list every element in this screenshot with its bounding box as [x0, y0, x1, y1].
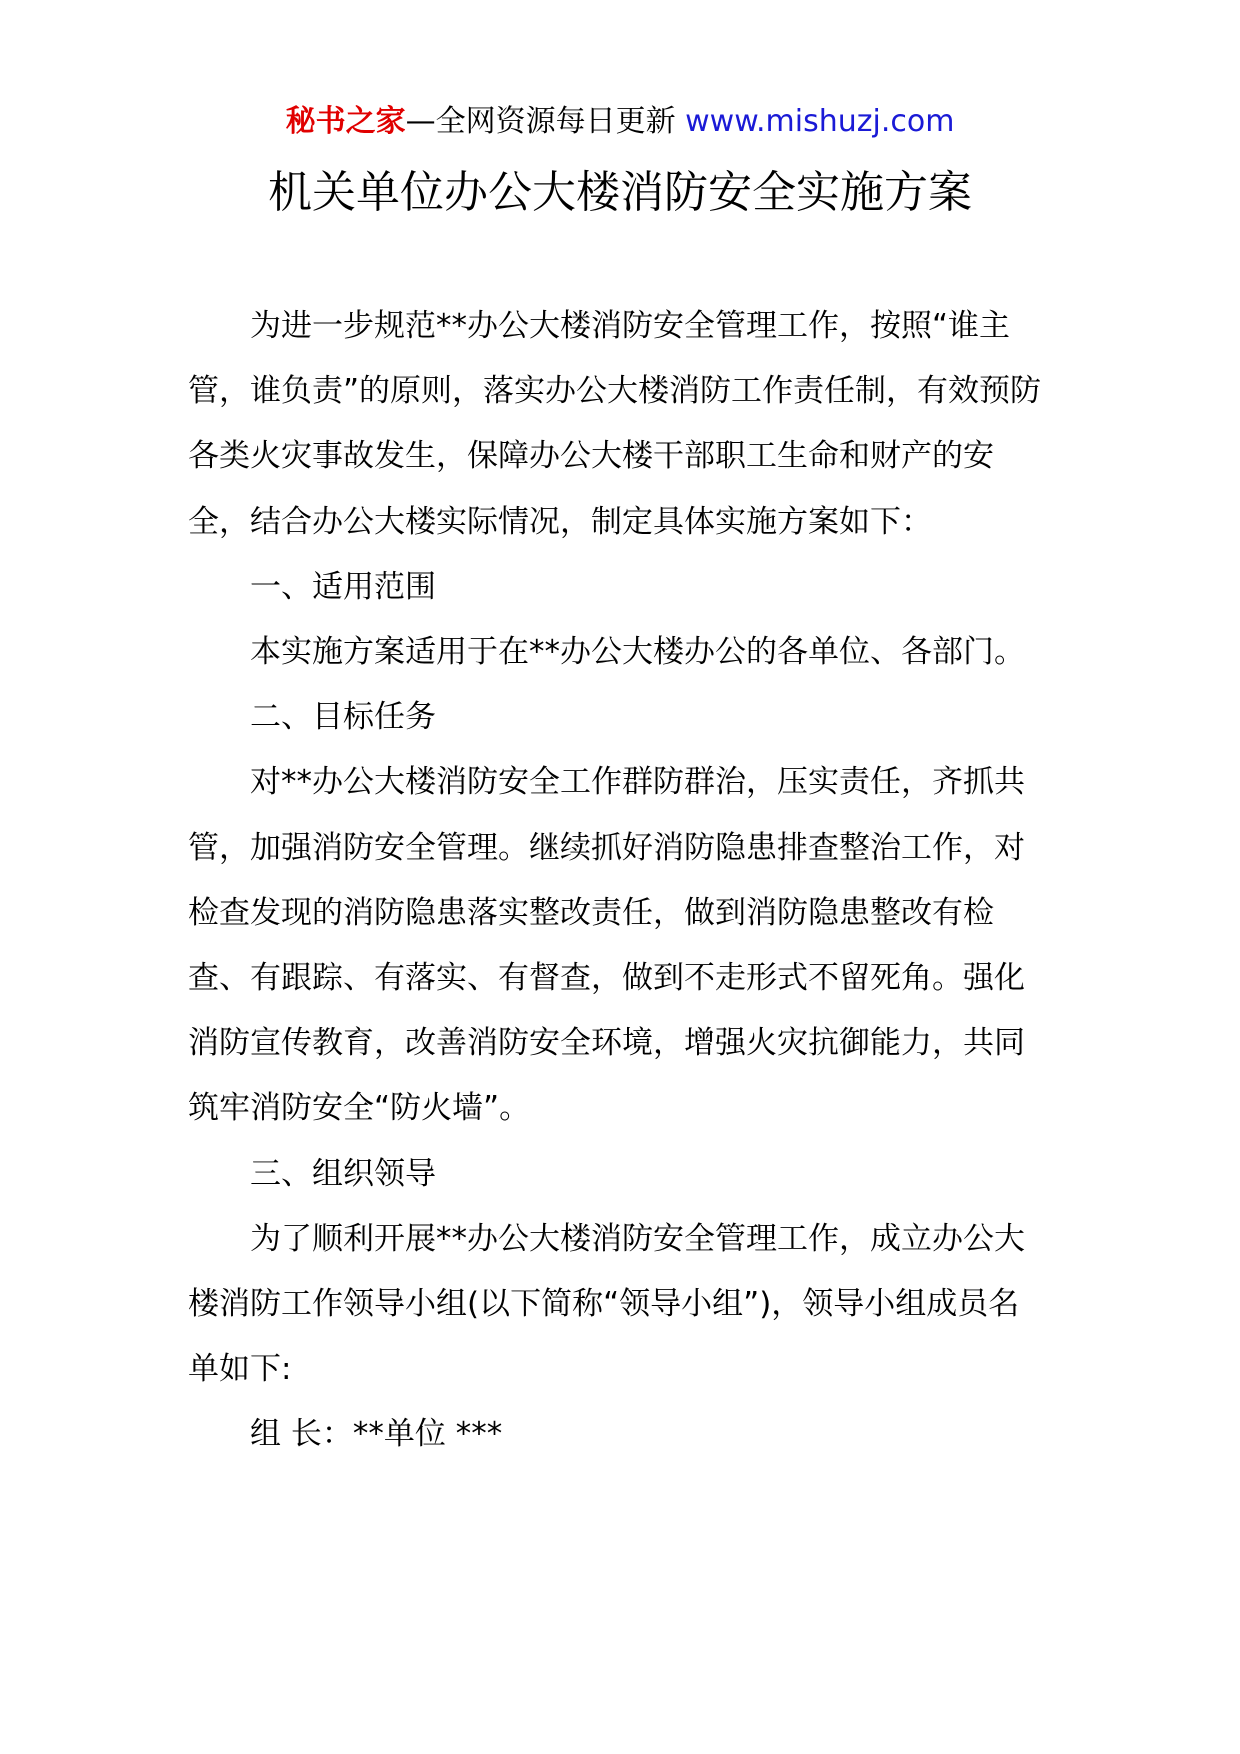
document-body — [188, 294, 1050, 1468]
section-text-scope: 本实施方案适用于在**办公大楼办公的各单位、各部门。 — [250, 634, 1025, 671]
section-heading-organization: 三、组织领导 — [250, 1155, 436, 1192]
site-header — [0, 100, 1240, 144]
header-slogan: —全网资源每日更新 — [405, 104, 686, 139]
site-url-link[interactable]: www.mishuzj.com — [685, 104, 955, 139]
section-text-organization: 为了顺利开展**办公大楼消防安全管理工作，成立办公大楼消防工作领导小组(以下简称“领导小组”)，领导小组成员名单如下: — [188, 1220, 1025, 1388]
intro-paragraph: 为进一步规范**办公大楼消防安全管理工作，按照“谁主管，谁负责”的原则，落实办公大楼消防工作责任制，有效预防各类火灾事故发生，保障办公大楼干部职工生命和财产的安全，结合办公大楼实际情况，制定具体实施方案如下： — [188, 308, 1042, 540]
document-title: 机关单位办公大楼消防安全实施方案 — [268, 167, 972, 218]
section-text-goals: 对**办公大楼消防安全工作群防群治，压实责任，齐抓共管，加强消防安全管理。继续抓好消防隐患排查整治工作，对检查发现的消防隐患落实整改责任，做到消防隐患整改有检查、有跟踪、有落实、有督查，做到不走形式不留死角。强化消防宣传教育，改善消防安全环境，增强火灾抗御能力，共同筑牢消防安全“防火墙”。 — [188, 764, 1025, 1127]
leader-line: 组 长：**单位 *** — [250, 1416, 503, 1453]
brand-name: 秘书之家 — [285, 104, 406, 139]
section-heading-scope: 一、适用范围 — [250, 568, 436, 605]
section-heading-goals: 二、目标任务 — [250, 699, 436, 736]
